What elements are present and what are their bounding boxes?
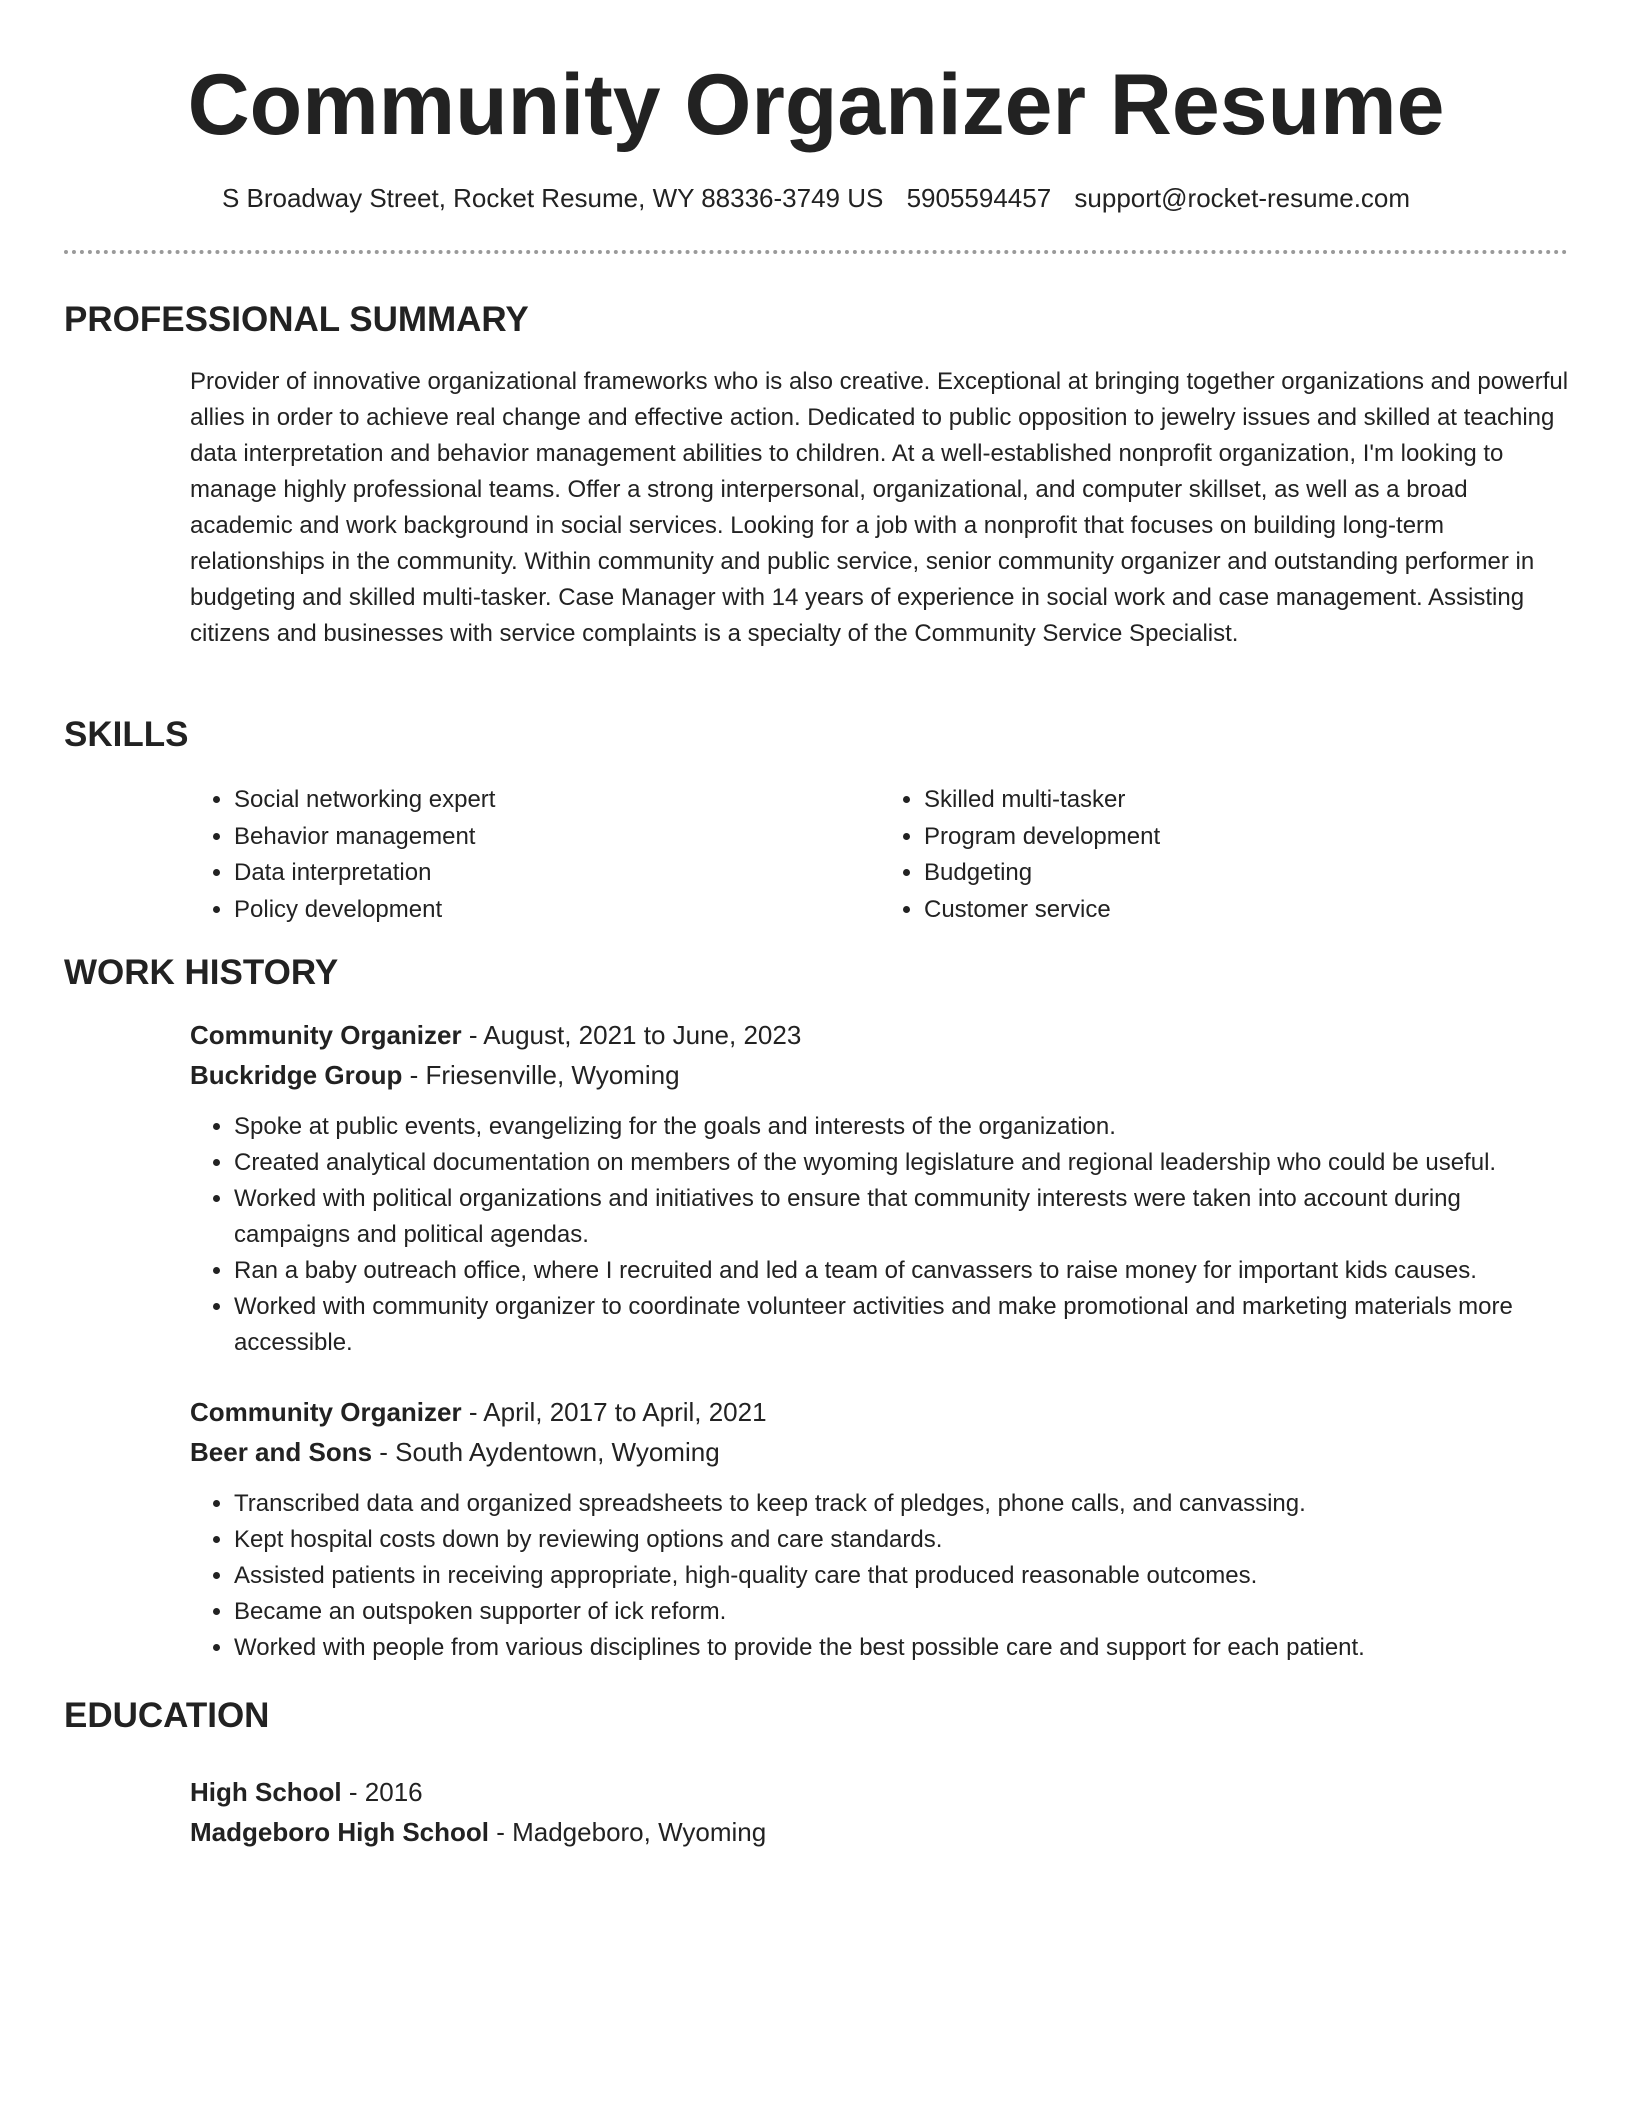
education-school-line <box>190 1812 1570 1852</box>
job-bullet: • Became an outspoken supporter of ick reform. <box>234 1594 1570 1630</box>
skills-column-right <box>880 782 1570 928</box>
job-bullets <box>190 1486 1570 1666</box>
education-school: Madgeboro High School <box>190 1817 489 1847</box>
job-bullet: • Worked with community organizer to coordinate volunteer activities and make promotional and marketing materials more accessible. <box>234 1289 1570 1361</box>
skill-item: • Program development <box>924 819 1570 856</box>
job-location: - Friesenville, Wyoming <box>402 1060 680 1090</box>
job-company-line <box>190 1055 1570 1095</box>
resume-title: Community Organizer Resume <box>187 57 1445 153</box>
skill-item: • Social networking expert <box>234 782 880 819</box>
contact-phone: 5905594457 <box>906 183 1052 213</box>
skills-heading: SKILLS <box>64 715 189 754</box>
job-title-line <box>190 1392 1570 1432</box>
job-dates: - August, 2021 to June, 2023 <box>461 1020 802 1050</box>
header-divider <box>64 250 1568 254</box>
skill-item: • Budgeting <box>924 855 1570 892</box>
skills-list <box>190 782 1570 928</box>
skill-item: • Data interpretation <box>234 855 880 892</box>
skill-item: • Skilled multi-tasker <box>924 782 1570 819</box>
job-title-line <box>190 1015 1570 1055</box>
contact-line <box>0 180 1632 216</box>
job-bullet: • Transcribed data and organized spreadsheets to keep track of pledges, phone calls, and canvassing. <box>234 1486 1570 1522</box>
job-company: Buckridge Group <box>190 1060 403 1090</box>
job-bullet: • Worked with people from various disciplines to provide the best possible care and support for each patient. <box>234 1630 1570 1666</box>
job-entry <box>190 1392 1570 1666</box>
contact-address: S Broadway Street, Rocket Resume, WY 88336-3749 US <box>221 183 884 213</box>
contact-email: support@rocket-resume.com <box>1074 183 1411 213</box>
job-bullet: • Created analytical documentation on members of the wyoming legislature and regional leadership who could be useful. <box>234 1145 1570 1181</box>
job-entry <box>190 1015 1570 1361</box>
summary-text: Provider of innovative organizational frameworks who is also creative. Exceptional at bringing together organizations and powerful allies in order to achieve real change and effective action. Dedicated to public opposition to jewelry issues and skilled at teaching data interpretation and behavior management abilities to children. At a well-established nonprofit organization, I'm looking to manage highly professional teams. Offer a strong interpersonal, organizational, and computer skillset, as well as a broad academic and work background in social services. Looking for a job with a nonprofit that focuses on building long-term relationships in the community. Within community and public service, senior community organizer and outstanding performer in budgeting and skilled multi-tasker. Case Manager with 14 years of experience in social work and case management. Assisting citizens and businesses with service complaints is a specialty of the Community Service Specialist. <box>190 368 1569 647</box>
job-bullet: • Spoke at public events, evangelizing for the goals and interests of the organization. <box>234 1109 1570 1145</box>
education-degree-line <box>190 1772 1570 1812</box>
job-bullet: • Ran a baby outreach office, where I recruited and led a team of canvassers to raise money for important kids causes. <box>234 1253 1570 1289</box>
job-bullet: • Assisted patients in receiving appropriate, high-quality care that produced reasonable outcomes. <box>234 1558 1570 1594</box>
skill-item: • Policy development <box>234 892 880 929</box>
skill-item: • Customer service <box>924 892 1570 929</box>
work-heading: WORK HISTORY <box>64 953 339 992</box>
job-location: - South Aydentown, Wyoming <box>372 1437 720 1467</box>
education-year: - 2016 <box>341 1777 423 1807</box>
job-bullet: • Worked with political organizations and initiatives to ensure that community interests were taken into account during campaigns and political agendas. <box>234 1181 1570 1253</box>
job-company: Beer and Sons <box>190 1437 373 1467</box>
job-title: Community Organizer <box>190 1397 462 1427</box>
skill-item: • Behavior management <box>234 819 880 856</box>
education-location: - Madgeboro, Wyoming <box>489 1817 767 1847</box>
job-bullet: • Kept hospital costs down by reviewing options and care standards. <box>234 1522 1570 1558</box>
skills-column-left <box>190 782 880 928</box>
job-title: Community Organizer <box>190 1020 462 1050</box>
education-entry <box>190 1772 1570 1852</box>
job-company-line <box>190 1432 1570 1472</box>
summary-heading: PROFESSIONAL SUMMARY <box>64 300 529 339</box>
job-bullets <box>190 1109 1570 1361</box>
job-dates: - April, 2017 to April, 2021 <box>461 1397 767 1427</box>
education-degree: High School <box>190 1777 342 1807</box>
education-heading: EDUCATION <box>64 1696 270 1735</box>
